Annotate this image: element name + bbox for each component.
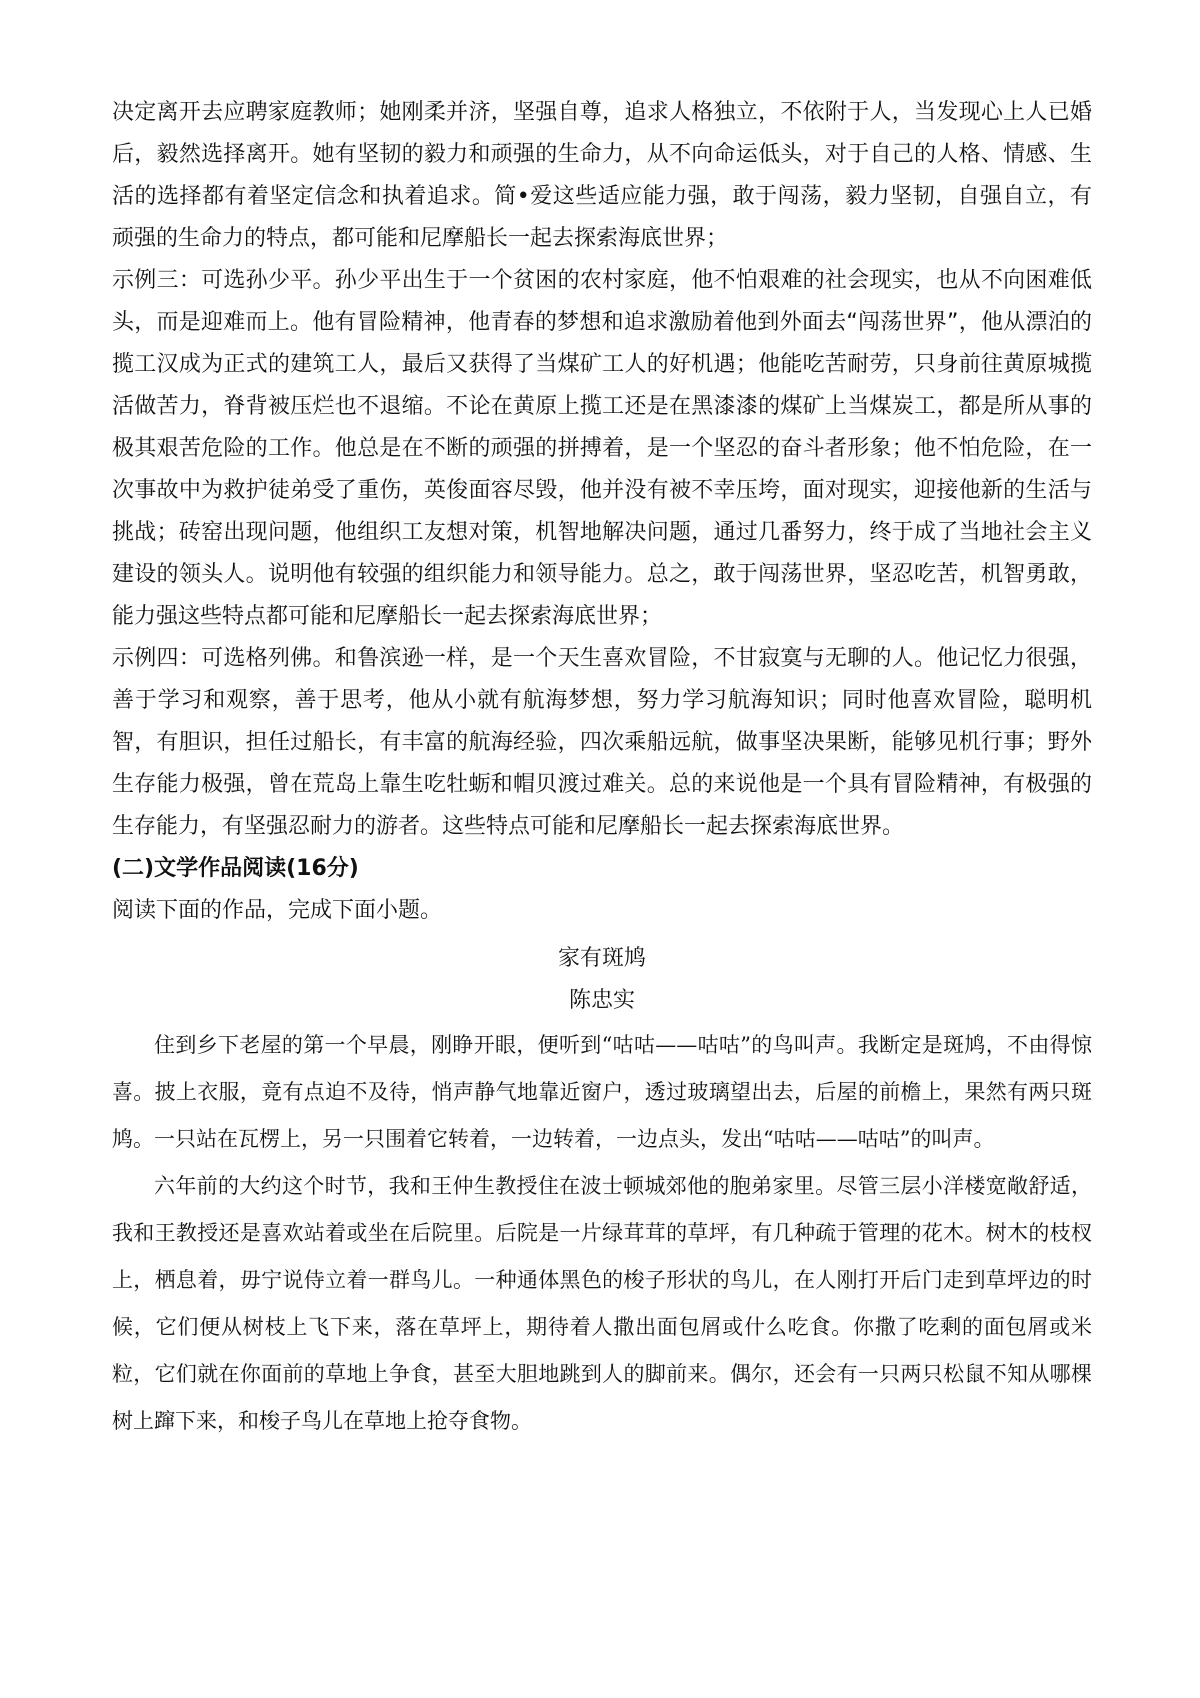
article [112,938,1092,1445]
document-page [112,92,1092,1445]
article-paragraph-2: 六年前的大约这个时节，我和王仲生教授住在波士顿城郊他的胞弟家里。尽管三层小洋楼宽敞舒适，我和王教授还是喜欢站着或坐在后院里。后院是一片绿茸茸的草坪，有几种疏于管理的花木。树木的枝杈上，栖息着，毋宁说侍立着一群鸟儿。一种通体黑色的梭子形状的鸟儿，在人刚打开后门走到草坪边的时候，它们便从树枝上飞下来，落在草坪上，期待着人撒出面包屑或什么吃食。你撒了吃剩的面包屑或米粒，它们就在你面前的草地上争食，甚至大胆地跳到人的脚前来。偶尔，还会有一只两只松鼠不知从哪棵树上蹿下来，和梭子鸟儿在草地上抢夺食物。 [112,1174,1092,1433]
section-instruction: 阅读下面的作品，完成下面小题。 [112,898,443,923]
answer-example-four: 示例四：可选格列佛。和鲁滨逊一样，是一个天生喜欢冒险，不甘寂寞与无聊的人。他记忆力很强，善于学习和观察，善于思考，他从小就有航海梦想，努力学习航海知识；同时他喜欢冒险，聪明机智，有胆识，担任过船长，有丰富的航海经验，四次乘船远航，做事坚决果断，能够见机行事；野外生存能力极强，曾在荒岛上靠生吃牡蛎和帽贝渡过难关。总的来说他是一个具有冒险精神，有极强的生存能力，有坚强忍耐力的游者。这些特点可能和尼摩船长一起去探索海底世界。 [112,646,1092,839]
article-paragraph-1: 住到乡下老屋的第一个早晨，刚睁开眼，便听到“咕咕——咕咕”的鸟叫声。我断定是斑鸠，不由得惊喜。披上衣服，竟有点迫不及待，悄声静气地靠近窗户，透过玻璃望出去，后屋的前檐上，果然有两只斑鸠。一只站在瓦楞上，另一只围着它转着，一边转着，一边点头，发出“咕咕——咕咕”的叫声。 [112,1033,1092,1151]
section-heading: (二)文学作品阅读(16分) [112,856,359,881]
article-title: 家有斑鸠 [557,946,646,971]
answer-section [112,92,1092,848]
answer-example-three: 示例三：可选孙少平。孙少平出生于一个贫困的农村家庭，他不怕艰难的社会现实，也从不向困难低头，而是迎难而上。他有冒险精神，他青春的梦想和追求激励着他到外面去“闯荡世界”，他从漂泊的揽工汉成为正式的建筑工人，最后又获得了当煤矿工人的好机遇；他能吃苦耐劳，只身前往黄原城揽活做苦力，脊背被压烂也不退缩。不论在黄原上揽工还是在黑漆漆的煤矿上当煤炭工，都是所从事的极其艰苦危险的工作。他总是在不断的顽强的拼搏着，是一个坚忍的奋斗者形象；他不怕危险，在一次事故中为救护徒弟受了重伤，英俊面容尽毁，他并没有被不幸压垮，面对现实，迎接他新的生活与挑战；砖窑出现问题，他组织工友想对策，机智地解决问题，通过几番努力，终于成了当地社会主义建设的领头人。说明他有较强的组织能力和领导能力。总之，敢于闯荡世界，坚忍吃苦，机智勇敢，能力强这些特点都可能和尼摩船长一起去探索海底世界； [112,268,1092,629]
article-author: 陈忠实 [568,988,635,1013]
answer-paragraph-continued: 决定离开去应聘家庭教师；她刚柔并济，坚强自尊，追求人格独立，不依附于人，当发现心上人已婚后，毅然选择离开。她有坚韧的毅力和顽强的生命力，从不向命运低头，对于自己的人格、情感、生活的选择都有着坚定信念和执着追求。简•爱这些适应能力强，敢于闯荡，毅力坚韧，自强自立，有顽强的生命力的特点，都可能和尼摩船长一起去探索海底世界； [112,100,1092,251]
